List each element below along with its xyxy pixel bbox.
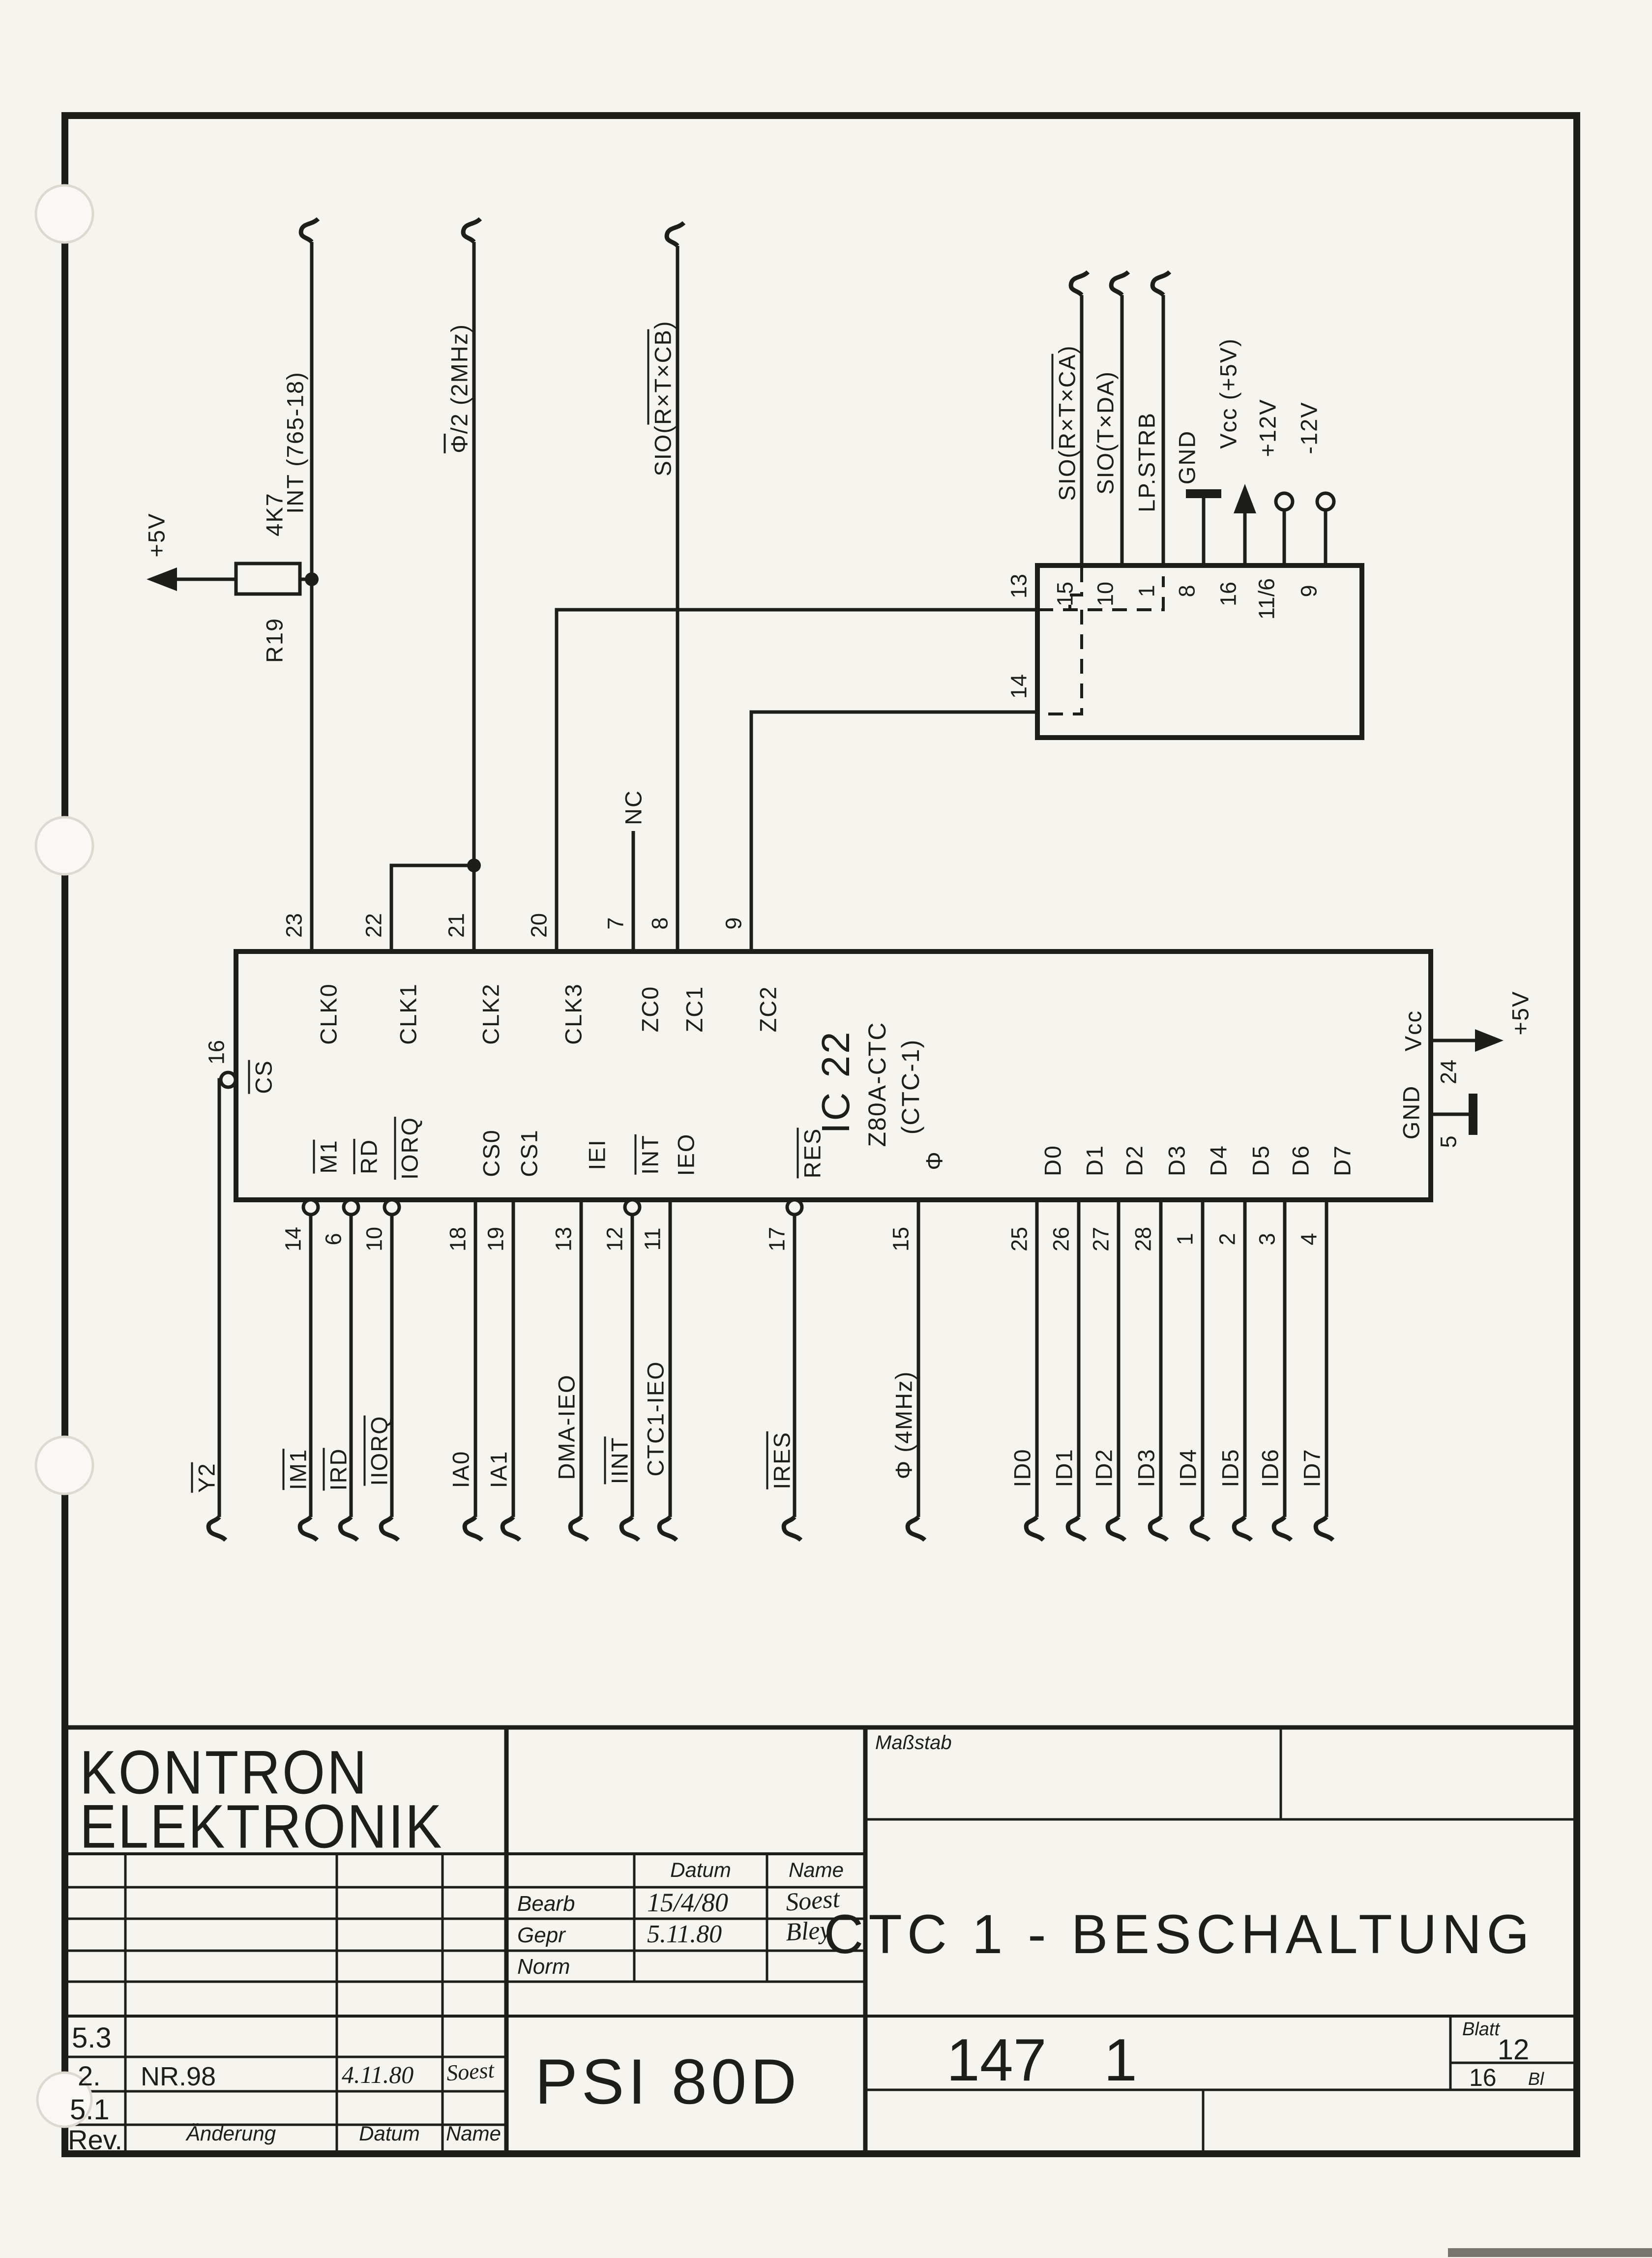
- ic-label-cs1: CS1: [516, 1129, 542, 1177]
- rev-51: 5.1: [70, 2094, 110, 2126]
- ic-label-cs: CS: [248, 1060, 275, 1094]
- name-header: Name: [788, 1858, 844, 1881]
- aenderung-header: Änderung: [186, 2122, 276, 2145]
- signal-id6: ID6: [1257, 1448, 1283, 1487]
- signal-sio-rxtxcb: SIO(R×T×CB): [648, 320, 675, 476]
- signal-id4: ID4: [1175, 1448, 1201, 1487]
- signal-id7: ID7: [1298, 1448, 1325, 1487]
- nc-label: NC: [620, 790, 647, 825]
- pin-13: 13: [551, 1226, 576, 1252]
- blatt-number: 12: [1497, 2034, 1530, 2066]
- signal-lp-strb: LP.STRB: [1133, 412, 1160, 512]
- plus5v-right-arrowhead: [1475, 1029, 1504, 1052]
- pin-5: 5: [1436, 1135, 1461, 1148]
- ic-label-zc1: ZC1: [681, 985, 708, 1033]
- pin-4: 4: [1296, 1233, 1322, 1246]
- ic-label-d0: D0: [1039, 1144, 1066, 1177]
- signal-ctc1-ieo: CTC1-IEO: [642, 1361, 669, 1477]
- supply-pins: [1431, 1040, 1475, 1135]
- signal-id1: ID1: [1051, 1448, 1077, 1487]
- datum-header: Datum: [670, 1858, 731, 1881]
- ic-label-phi: Φ: [921, 1151, 947, 1170]
- conn-pin-10: 10: [1092, 581, 1118, 607]
- wire-cs: [219, 1080, 221, 1517]
- pin-14: 14: [280, 1226, 306, 1252]
- rev-2-signature: Soest: [445, 2057, 495, 2086]
- document-index: 1: [1104, 2026, 1137, 2093]
- pin-17: 17: [764, 1226, 790, 1252]
- scan-artifact: [1448, 2248, 1652, 2257]
- resistor-value-label: 4K7: [261, 492, 288, 536]
- plus5v-right-label: +5V: [1507, 990, 1534, 1036]
- signal-plus12v: +12V: [1254, 398, 1281, 457]
- ic-label-rd: RD: [354, 1139, 381, 1174]
- signal-id0: ID0: [1009, 1448, 1035, 1487]
- ic-label-vcc: Vcc: [1400, 1010, 1426, 1052]
- pin-2: 2: [1214, 1233, 1240, 1246]
- signal-gnd: GND: [1174, 430, 1200, 485]
- pin-21: 21: [443, 913, 469, 938]
- signal-phi2-2mhz: Φ/2 (2MHz): [444, 324, 471, 453]
- masstab-label: Maßstab: [875, 1732, 952, 1753]
- rev-2-change: NR.98: [141, 2062, 216, 2091]
- vcc-up-arrowhead: [1234, 484, 1256, 513]
- pin-25: 25: [1006, 1226, 1032, 1252]
- ic-label-clk2: CLK2: [477, 983, 504, 1045]
- conn-pin-9: 9: [1296, 585, 1322, 597]
- signal-sio-rxtxca: SIO(R×T×CA): [1052, 345, 1079, 501]
- pin-11: 11: [640, 1227, 665, 1251]
- signal-phi-4mhz: Φ (4MHz): [890, 1370, 917, 1480]
- signal-id2: ID2: [1091, 1448, 1117, 1487]
- ic-ref: IC 22: [814, 1030, 857, 1134]
- rev-53: 5.3: [72, 2022, 112, 2054]
- signal-int-765-18: INT (765-18): [282, 371, 308, 514]
- gepr-label: Gepr: [517, 1923, 565, 1947]
- ic-label-d4: D4: [1205, 1144, 1232, 1177]
- signal-im1: IM1: [283, 1449, 310, 1490]
- bl-label: Bl: [1528, 2069, 1544, 2089]
- pin-8: 8: [647, 917, 673, 930]
- signal-ird: IRD: [323, 1448, 350, 1491]
- signal-dma-ieo: DMA-IEO: [553, 1374, 580, 1480]
- bearb-signature: Soest: [785, 1885, 841, 1917]
- bearb-label: Bearb: [517, 1892, 575, 1916]
- drawing-title: CTC 1 - BESCHALTUNG: [824, 1903, 1534, 1965]
- pin-9: 9: [721, 917, 746, 930]
- rev-2-date: 4.11.80: [342, 2061, 414, 2088]
- pin-27: 27: [1088, 1226, 1114, 1252]
- plus5v-left-label: +5V: [143, 512, 170, 558]
- pin-23: 23: [281, 913, 307, 938]
- ic-label-d7: D7: [1329, 1144, 1356, 1177]
- signal-minus12v: -12V: [1296, 401, 1322, 454]
- pin-20: 20: [526, 913, 552, 938]
- ic-label-iei: IEI: [584, 1139, 610, 1170]
- pin-24: 24: [1436, 1059, 1461, 1085]
- ic-label-zc2: ZC2: [755, 985, 781, 1033]
- signal-id3: ID3: [1133, 1448, 1159, 1487]
- signal-iint: IINT: [604, 1437, 631, 1485]
- ic-label-clk1: CLK1: [395, 983, 421, 1045]
- rev-name-header: Name: [445, 2122, 502, 2145]
- pin-16: 16: [204, 1040, 229, 1065]
- ic-label-ieo: IEO: [673, 1133, 699, 1176]
- pin-7: 7: [603, 917, 628, 930]
- signal-ia1: IA1: [485, 1450, 512, 1488]
- conn-pin-11-6: 11/6: [1254, 578, 1279, 620]
- pin-12: 12: [602, 1226, 627, 1252]
- blatt-label: Blatt: [1462, 2019, 1500, 2040]
- resistor-r19: [175, 564, 312, 594]
- ic-label-d1: D1: [1081, 1144, 1108, 1177]
- ic-label-m1: M1: [313, 1139, 340, 1173]
- conn-pin-13: 13: [1006, 573, 1032, 599]
- pin-18: 18: [445, 1226, 471, 1252]
- resistor-ref-label: R19: [261, 617, 288, 663]
- bearb-date: 15/4/80: [647, 1888, 729, 1917]
- rev-label: Rev.: [68, 2124, 122, 2155]
- norm-label: Norm: [517, 1955, 570, 1979]
- rev-2: 2.: [78, 2060, 101, 2091]
- ic-label-zc0: ZC0: [637, 985, 663, 1033]
- conn-pin-8: 8: [1174, 585, 1200, 597]
- pin-28: 28: [1130, 1226, 1156, 1252]
- pin-15: 15: [888, 1226, 914, 1252]
- pin-26: 26: [1048, 1226, 1074, 1252]
- ic-sub: (CTC-1): [897, 1039, 924, 1135]
- pin-3: 3: [1254, 1233, 1280, 1246]
- ic-label-cs0: CS0: [478, 1129, 504, 1177]
- pin-1: 1: [1172, 1233, 1198, 1246]
- conn-pin-14: 14: [1006, 674, 1032, 699]
- company-name-line2: ELEKTRONIK: [80, 1792, 443, 1861]
- ic-part: Z80A-CTC: [863, 1021, 891, 1147]
- junction-dots: [305, 572, 481, 872]
- conn-pin-16: 16: [1215, 581, 1241, 607]
- ic-label-gnd: GND: [1398, 1085, 1424, 1140]
- signal-sio-txda: SIO(T×DA): [1092, 371, 1119, 495]
- ic-label-d6: D6: [1287, 1144, 1314, 1177]
- total-sheets: 16: [1469, 2064, 1497, 2091]
- pin-22: 22: [361, 913, 386, 938]
- ic-label-d2: D2: [1121, 1144, 1148, 1177]
- conn-pin-1: 1: [1134, 585, 1159, 597]
- rev-datum-header: Datum: [359, 2122, 420, 2145]
- ic-label-d5: D5: [1247, 1144, 1274, 1177]
- gepr-date: 5.11.80: [647, 1920, 722, 1948]
- company-name-line1: KONTRON: [80, 1738, 369, 1807]
- signal-id5: ID5: [1217, 1448, 1243, 1487]
- signal-vcc-5v: Vcc (+5V): [1215, 338, 1241, 449]
- inversion-bubbles: [221, 1072, 802, 1215]
- signal-ires: IRES: [767, 1431, 794, 1489]
- ic-label-d3: D3: [1163, 1144, 1190, 1177]
- gepr-signature: Bley: [785, 1916, 832, 1947]
- plus5v-arrowhead: [147, 567, 177, 591]
- ic-label-int: INT: [635, 1134, 662, 1175]
- pin-6: 6: [321, 1233, 346, 1246]
- document-number: 147: [946, 2026, 1047, 2093]
- ic-label-iorq: IORQ: [394, 1117, 421, 1180]
- pin-10: 10: [361, 1226, 387, 1252]
- signal-iiorq: IIORQ: [364, 1415, 391, 1486]
- signal-ia0: IA0: [447, 1450, 474, 1488]
- ic-label-clk3: CLK3: [560, 983, 587, 1045]
- product-name: PSI 80D: [535, 2046, 801, 2117]
- ic-label-clk0: CLK0: [315, 983, 342, 1045]
- ic-label-res: RES: [797, 1128, 824, 1179]
- pin-19: 19: [483, 1226, 508, 1252]
- signal-y2: Y2: [191, 1462, 218, 1493]
- conn-pin-15: 15: [1052, 581, 1078, 607]
